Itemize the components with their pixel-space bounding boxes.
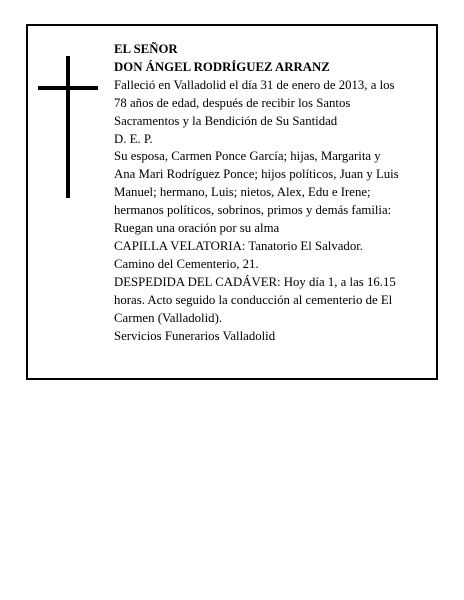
- notice-funeral-details: DESPEDIDA DEL CADÁVER: Hoy día 1, a las 16.15: [114, 274, 396, 289]
- notice-family: Manuel; hermano, Luis; nietos, Alex, Edu e Irene;: [114, 185, 371, 200]
- notice-family: hermanos políticos, sobrinos, primos y demás familia:: [114, 203, 392, 218]
- cross-icon: [38, 56, 98, 198]
- notice-chapel-address: Camino del Cementerio, 21.: [114, 256, 259, 271]
- cross-horizontal-bar: [38, 86, 98, 90]
- notice-family: Ana Mari Rodríguez Ponce; hijos políticos, Juan y Luis: [114, 167, 399, 182]
- notice-death-details: Sacramentos y la Bendición de Su Santidad: [114, 113, 338, 128]
- notice-family: Su esposa, Carmen Ponce García; hijas, Margarita y: [114, 149, 381, 164]
- notice-chapel: CAPILLA VELATORIA: Tanatorio El Salvador.: [114, 238, 363, 253]
- notice-death-details: Falleció en Valladolid el día 31 de enero de 2013, a los: [114, 77, 395, 92]
- notice-funeral-details: horas. Acto seguido la conducción al cementerio de El: [114, 292, 393, 307]
- notice-funeral-home: Servicios Funerarios Valladolid: [114, 328, 276, 343]
- notice-death-details: 78 años de edad, después de recibir los Santos: [114, 95, 351, 110]
- cross-vertical-bar: [66, 56, 70, 198]
- obituary-notice: [26, 24, 438, 380]
- notice-rip: D. E. P.: [114, 131, 153, 146]
- notice-heading-title: EL SEÑOR: [114, 42, 178, 56]
- notice-heading-name: DON ÁNGEL RODRÍGUEZ ARRANZ: [114, 59, 330, 74]
- notice-text: [114, 41, 434, 345]
- notice-prayer-request: Ruegan una oración por su alma: [114, 221, 280, 236]
- notice-funeral-details: Carmen (Valladolid).: [114, 310, 223, 325]
